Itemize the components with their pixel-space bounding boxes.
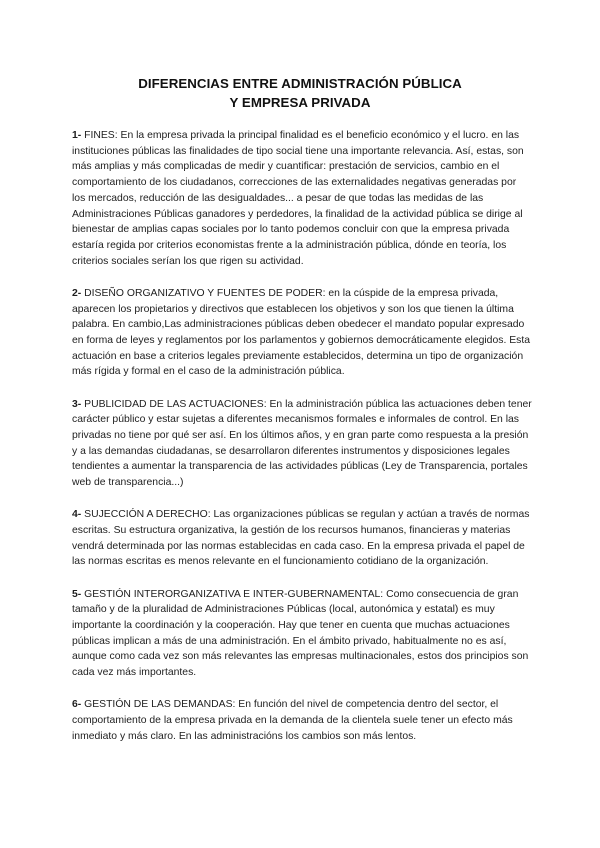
section-text: PUBLICIDAD DE LAS ACTUACIONES: En la administración pública las actuaciones deben tener carácter público y estar sujetas a diferentes mecanismos formales e informales de control. En las privadas no tiene por qué ser así. En los últimos años, y en gran parte como respuesta a la presión y a las demandas ciudadanas, se desarrollaron diferentes instrumentos y disposiciones legales tendientes a aumentar la transparencia de las actividades públicas (Ley de Transparencia, portales web de transparencia...)	[72, 398, 532, 489]
section-sujeccion-derecho	[72, 507, 532, 570]
section-publicidad	[72, 397, 532, 491]
section-text: FINES: En la empresa privada la principal finalidad es el beneficio económico y el lucro. en las instituciones públicas las finalidades de tipo social tiene una importante relevancia. Así, estas, son más amplias y más complicadas de medir y cuantificar: prestación de servicios, cambio en el comportamiento de los ciudadanos, correcciones de las externalidades negativas generadas por los mercados, reducción de las desigualdades... a pesar de que todas las medidas de las Administraciones Públicas ganadores y perdedores, la finalidad de la actividad pública se dirige al bienestar de amplias capas sociales por lo tanto podemos concluir con que la empresa privada estaría regida por criterios economistas frente a la administración pública, dónde en teoría, los criterios sociales serían los que rigen su actividad.	[72, 130, 524, 267]
section-text: DISEÑO ORGANIZATIVO Y FUENTES DE PODER: en la cúspide de la empresa privada, aparecen los propietarios y directivos que establecen los objetivos y son los que tienen la última palabra. En cambio,Las administraciones públicas deben obedecer el mandato popular expresado en forma de leyes y reglamentos por los parlamentos y gobiernos democráticamente elegidos. Esta actuación en base a criterios legales previamente establecidos, determina un tipo de organización más rígida y formal en el caso de la administración pública.	[72, 287, 531, 378]
section-text: GESTIÓN INTERORGANIZATIVA E INTER-GUBERNAMENTAL: Como consecuencia de gran tamaño y de la pluralidad de Administraciones Públicas (local, autonómica y estatal) es muy importante la coordinación y la cooperación. Hay que tener en cuenta que muchas actuaciones públicas implican a más de una administración. En el ámbito privado, habitualmente no es así, aunque como cada vez son más relevantes las empresas multinacionales, estos dos principios son cada vez más importantes.	[72, 588, 529, 679]
section-number: 5-	[72, 588, 82, 600]
section-fines	[72, 128, 532, 269]
section-gestion-interorganizativa	[72, 587, 532, 681]
section-text: GESTIÓN DE LAS DEMANDAS: En función del nivel de competencia dentro del sector, el comportamiento de la empresa privada en la demanda de la clientela suele tener un efecto más inmediato y más claro. En las administracións los cambios son más lentos.	[72, 699, 513, 742]
section-number: 6-	[72, 699, 82, 711]
section-number: 2-	[72, 287, 82, 299]
section-number: 4-	[72, 509, 82, 521]
document-body	[72, 128, 532, 761]
section-text: SUJECCIÓN A DERECHO: Las organizaciones públicas se regulan y actúan a través de normas escritas. Su estructura organizativa, la gestión de los recursos humanos, financieras y materias vendrá determinada por las normas establecidas en cada caso. En la empresa privada el papel de las normas escritas es menos relevante en el funcionamiento cotidiano de la organización.	[72, 509, 530, 568]
section-gestion-demandas	[72, 697, 532, 744]
section-number: 1-	[72, 130, 82, 141]
section-diseno-organizativo	[72, 286, 532, 380]
title-line-2: Y EMPRESA PRIVADA	[229, 95, 371, 110]
section-number: 3-	[72, 398, 82, 410]
title-line-1: DIFERENCIAS ENTRE ADMINISTRACIÓN PÚBLICA	[138, 76, 462, 91]
document-title	[0, 74, 600, 112]
